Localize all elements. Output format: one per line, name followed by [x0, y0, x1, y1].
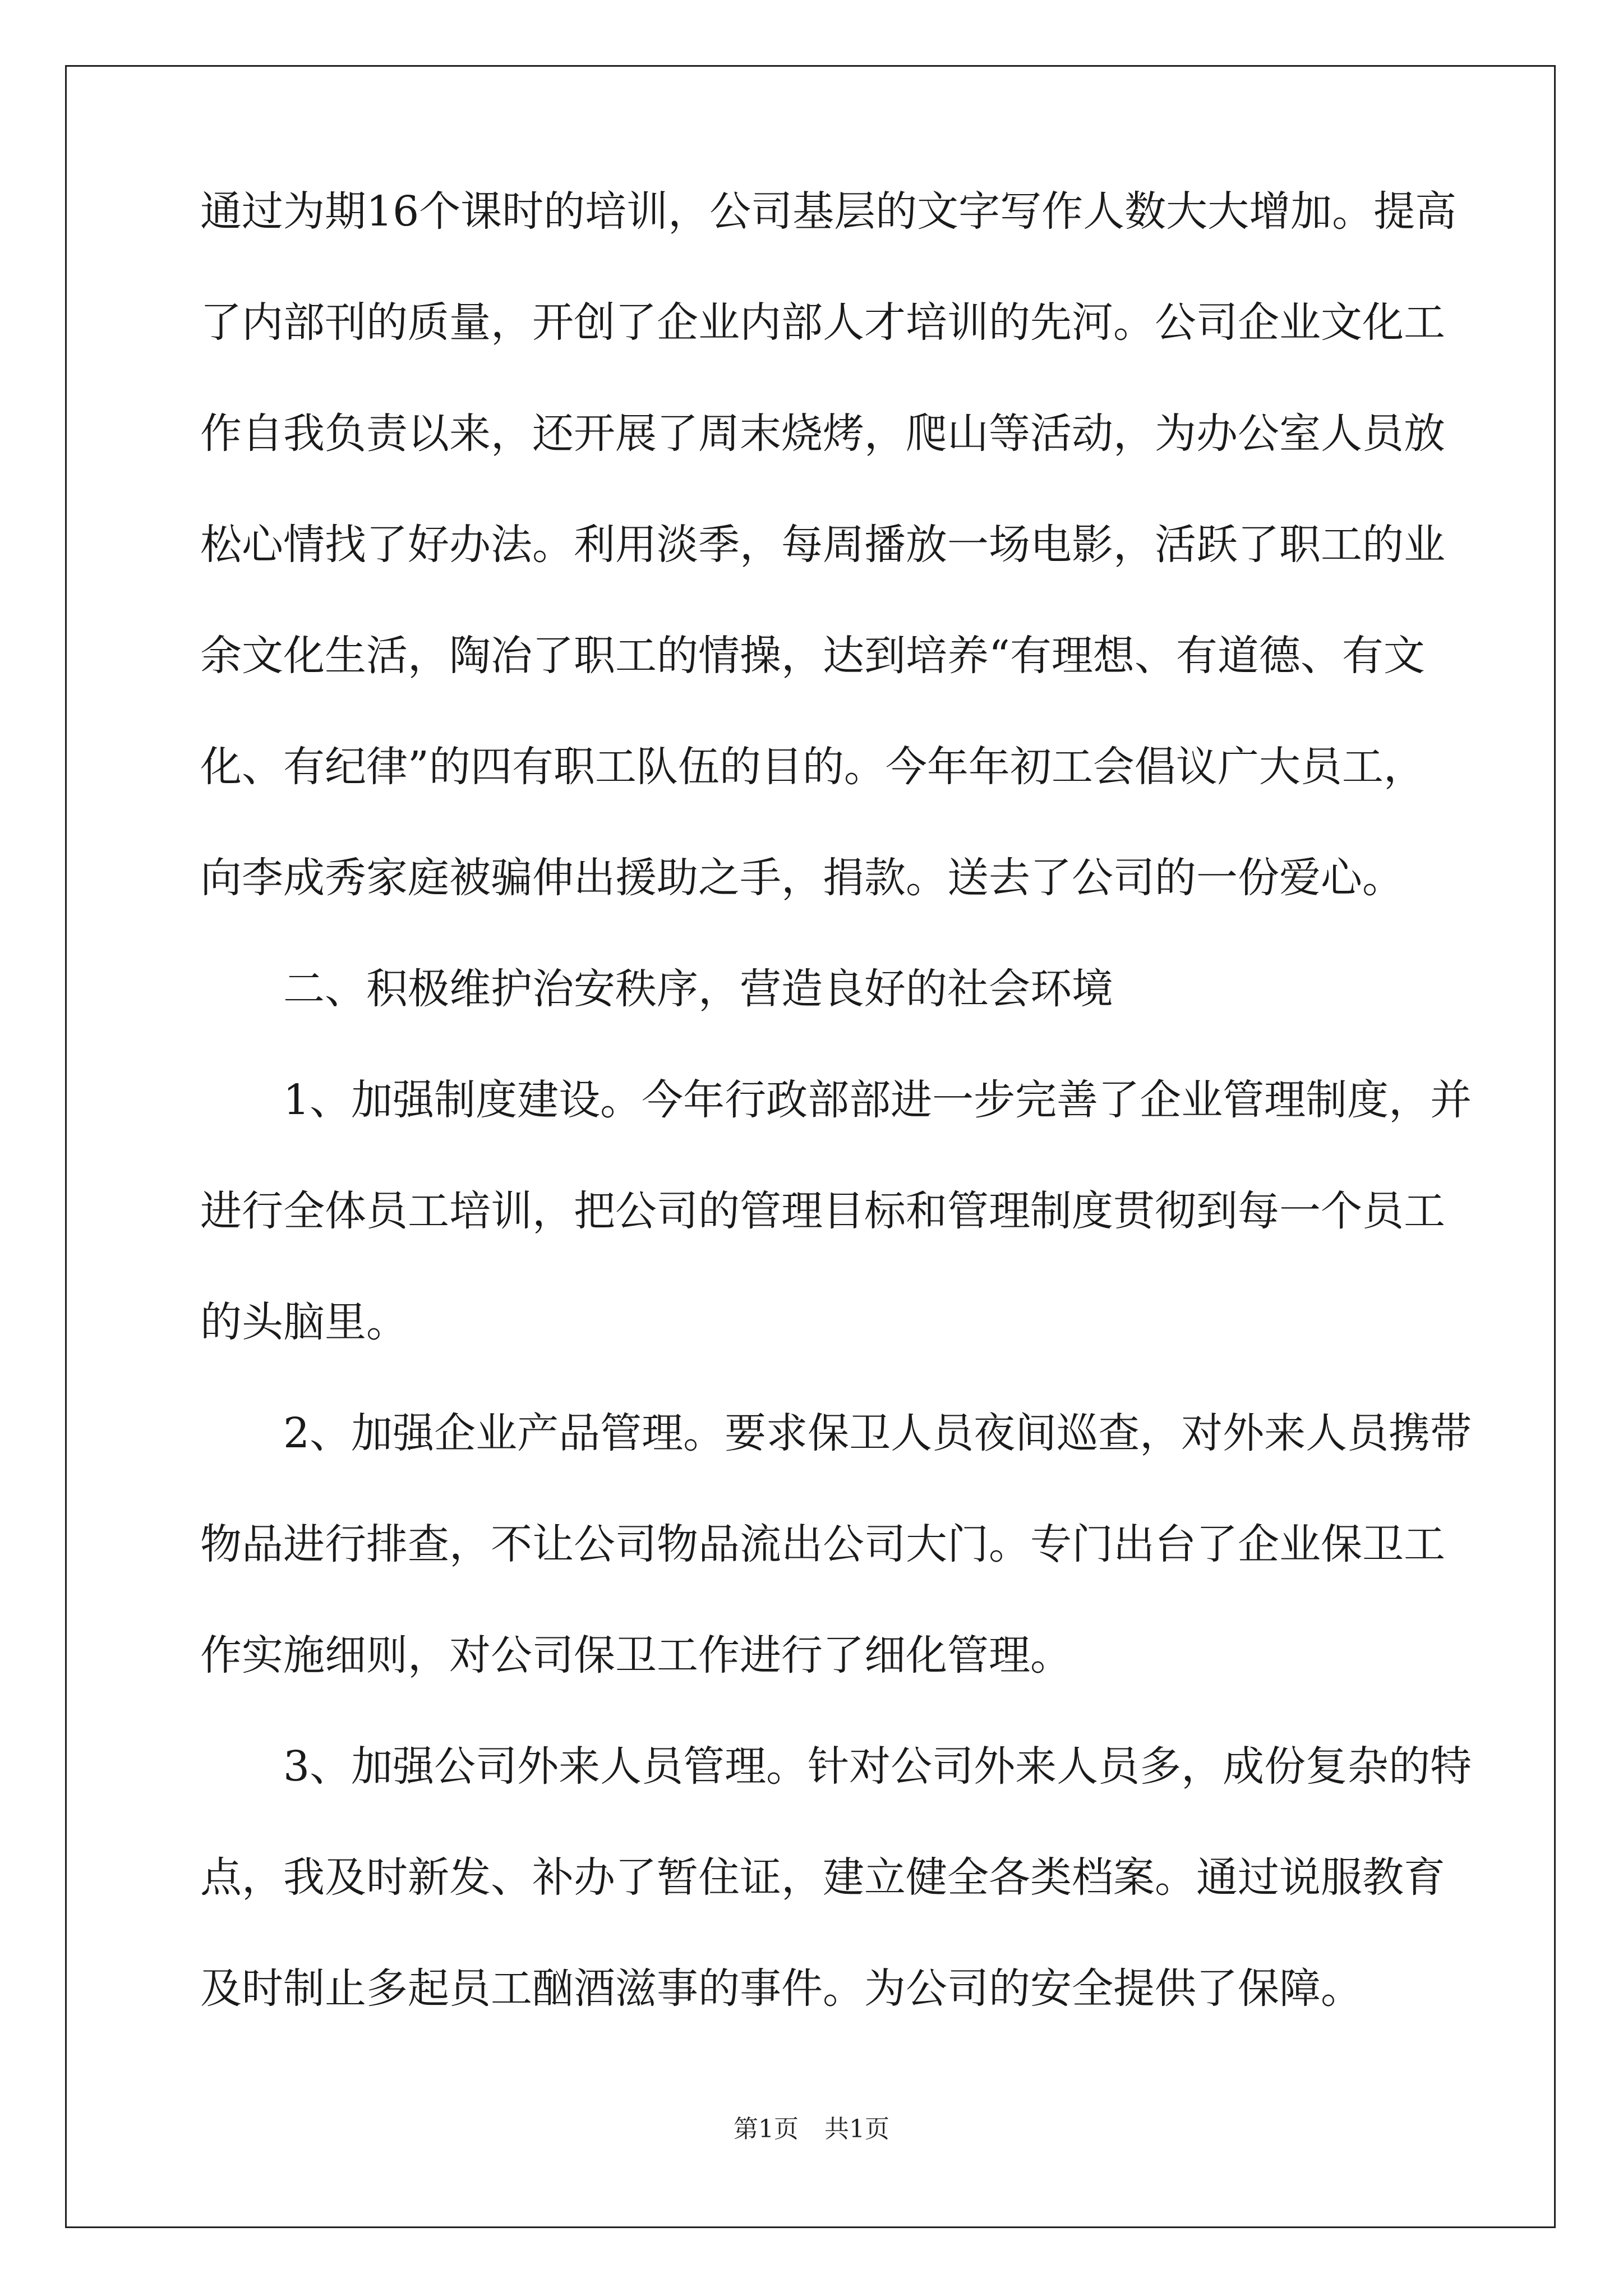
paragraph-line: 物品进行排查，不让公司物品流出公司大门。专门出台了企业保卫工	[200, 1520, 1445, 1568]
paragraph-line: 余文化生活，陶冶了职工的情操，达到培养“有理想、有道德、有文	[200, 632, 1425, 680]
paragraph-line: 了内部刊的质量，开创了企业内部人才培训的先河。公司企业文化工	[200, 298, 1445, 347]
paragraph-line: 化、有纪律”的四有职工队伍的目的。今年年初工会倡议广大员工，	[200, 743, 1425, 791]
paragraph-line: 的头脑里。	[200, 1298, 408, 1346]
paragraph-line: 及时制止多起员工酗酒滋事的事件。为公司的安全提供了保障。	[200, 1964, 1362, 2013]
paragraph-line: 松心情找了好办法。利用淡季，每周播放一场电影，活跃了职工的业	[200, 521, 1445, 569]
paragraph-line: 1、加强制度建设。今年行政部部进一步完善了企业管理制度，并	[283, 1076, 1472, 1124]
paragraph-line: 点，我及时新发、补办了暂住证，建立健全各类档案。通过说服教育	[200, 1853, 1445, 1902]
page-footer	[0, 2117, 1623, 2142]
paragraph-line: 3、加强公司外来人员管理。针对公司外来人员多，成份复杂的特	[283, 1742, 1472, 1791]
paragraph-line: 通过为期16个课时的培训，公司基层的文字写作人数大大增加。提高	[200, 187, 1457, 236]
page-number: 第1页	[734, 2115, 799, 2143]
paragraph-line: 向李成秀家庭被骗伸出援助之手，捐款。送去了公司的一份爱心。	[200, 854, 1404, 902]
paragraph-line: 作自我负责以来，还开展了周末烧烤，爬山等活动，为办公室人员放	[200, 409, 1445, 458]
paragraph-line: 2、加强企业产品管理。要求保卫人员夜间巡查，对外来人员携带	[283, 1409, 1472, 1457]
paragraph-line: 进行全体员工培训，把公司的管理目标和管理制度贯彻到每一个员工	[200, 1187, 1445, 1235]
document-body	[200, 187, 1472, 2079]
paragraph-line: 作实施细则，对公司保卫工作进行了细化管理。	[200, 1631, 1072, 1680]
section-heading: 二、积极维护治安秩序，营造良好的社会环境	[283, 965, 1113, 1013]
page-total: 共1页	[824, 2115, 889, 2143]
